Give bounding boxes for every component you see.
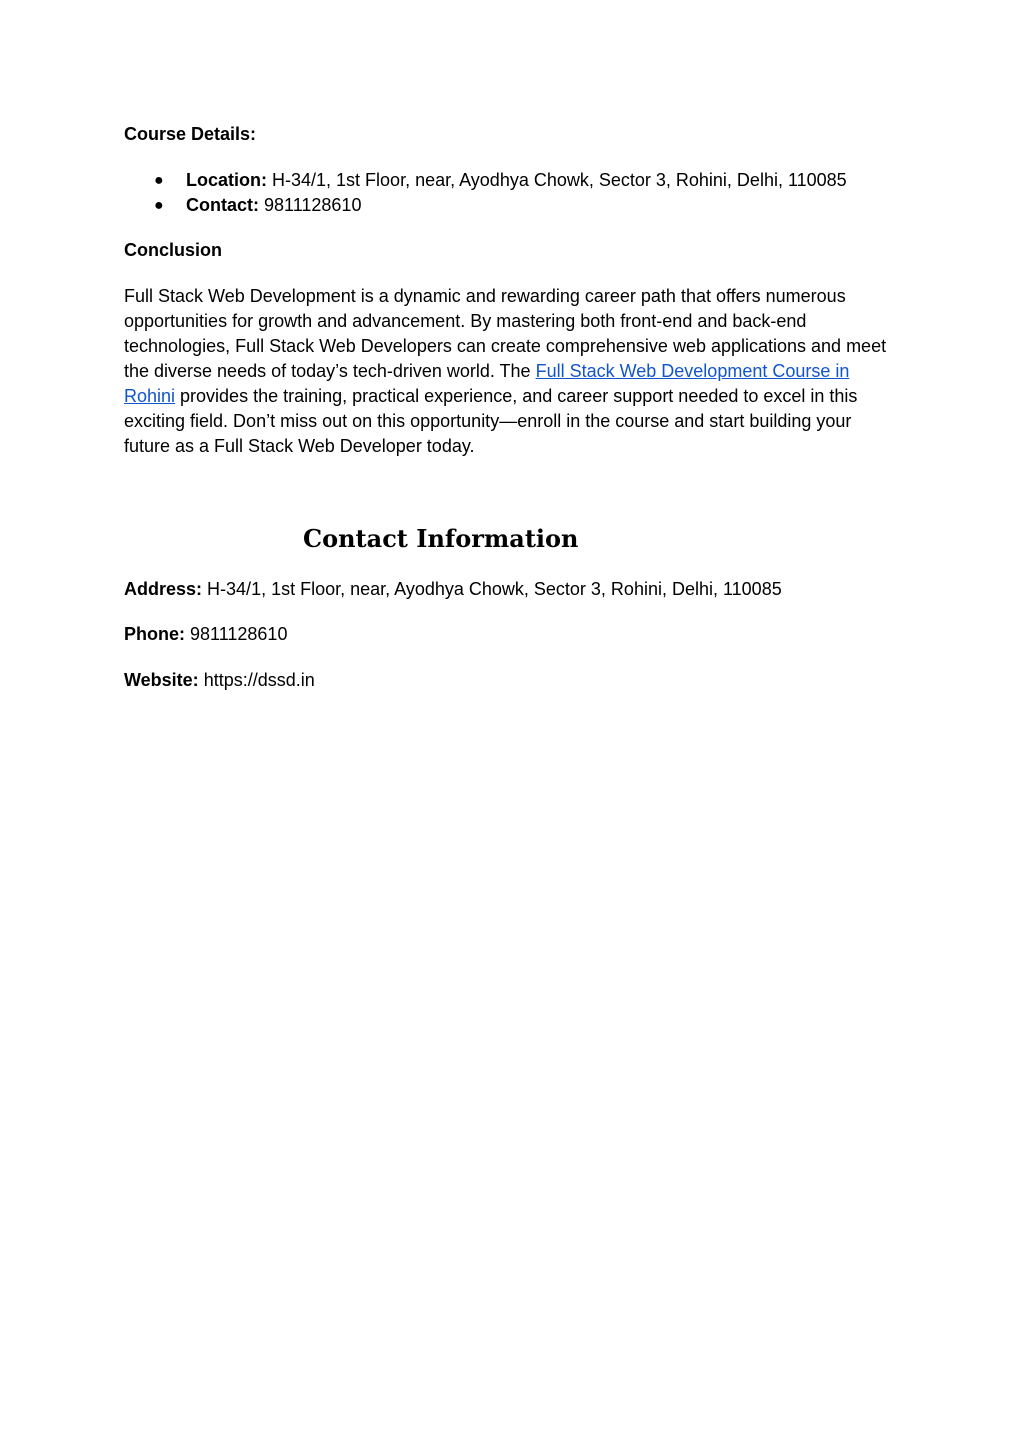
course-link[interactable]: Full Stack Web Development Course in Rohini	[124, 361, 850, 406]
list-item-location	[124, 168, 847, 193]
website-value: https://dssd.in	[203, 670, 315, 690]
conclusion-text-start: Full Stack Web Development is a dynamic and rewarding career path that offers numerous opportunities for growth and advancement. By mastering both front-end and back-end technologies, Full Stack Web Developers can create comprehensive web applications and meet the diverse needs of today’s tech-driven world. The	[124, 286, 887, 381]
website-label: Website:	[124, 670, 199, 690]
address-label: Address:	[124, 579, 203, 599]
conclusion-heading: Conclusion	[124, 240, 222, 260]
contact-information-title: Contact Information	[303, 524, 579, 553]
phone-value: 9811128610	[190, 624, 288, 644]
address-line	[124, 577, 782, 602]
bullet-icon: ●	[154, 172, 164, 189]
conclusion-paragraph	[124, 284, 894, 459]
location-value: H-34/1, 1st Floor, near, Ayodhya Chowk, Sector 3, Rohini, Delhi, 110085	[272, 170, 847, 190]
location-label: Location:	[186, 170, 267, 190]
website-line	[124, 668, 315, 693]
conclusion-text-end: provides the training, practical experience, and career support needed to excel in this exciting field. Don’t miss out on this opportunity—enroll in the course and start building your future as a Full Stack Web Developer today.	[124, 386, 858, 456]
course-details-heading: Course Details:	[124, 124, 257, 144]
contact-value: 9811128610	[264, 195, 362, 215]
list-item-contact	[124, 193, 847, 218]
phone-line	[124, 622, 287, 647]
course-details-list	[124, 168, 847, 218]
contact-label: Contact:	[186, 195, 259, 215]
address-value: H-34/1, 1st Floor, near, Ayodhya Chowk, Sector 3, Rohini, Delhi, 110085	[207, 579, 782, 599]
bullet-icon: ●	[154, 197, 164, 214]
phone-label: Phone:	[124, 624, 185, 644]
